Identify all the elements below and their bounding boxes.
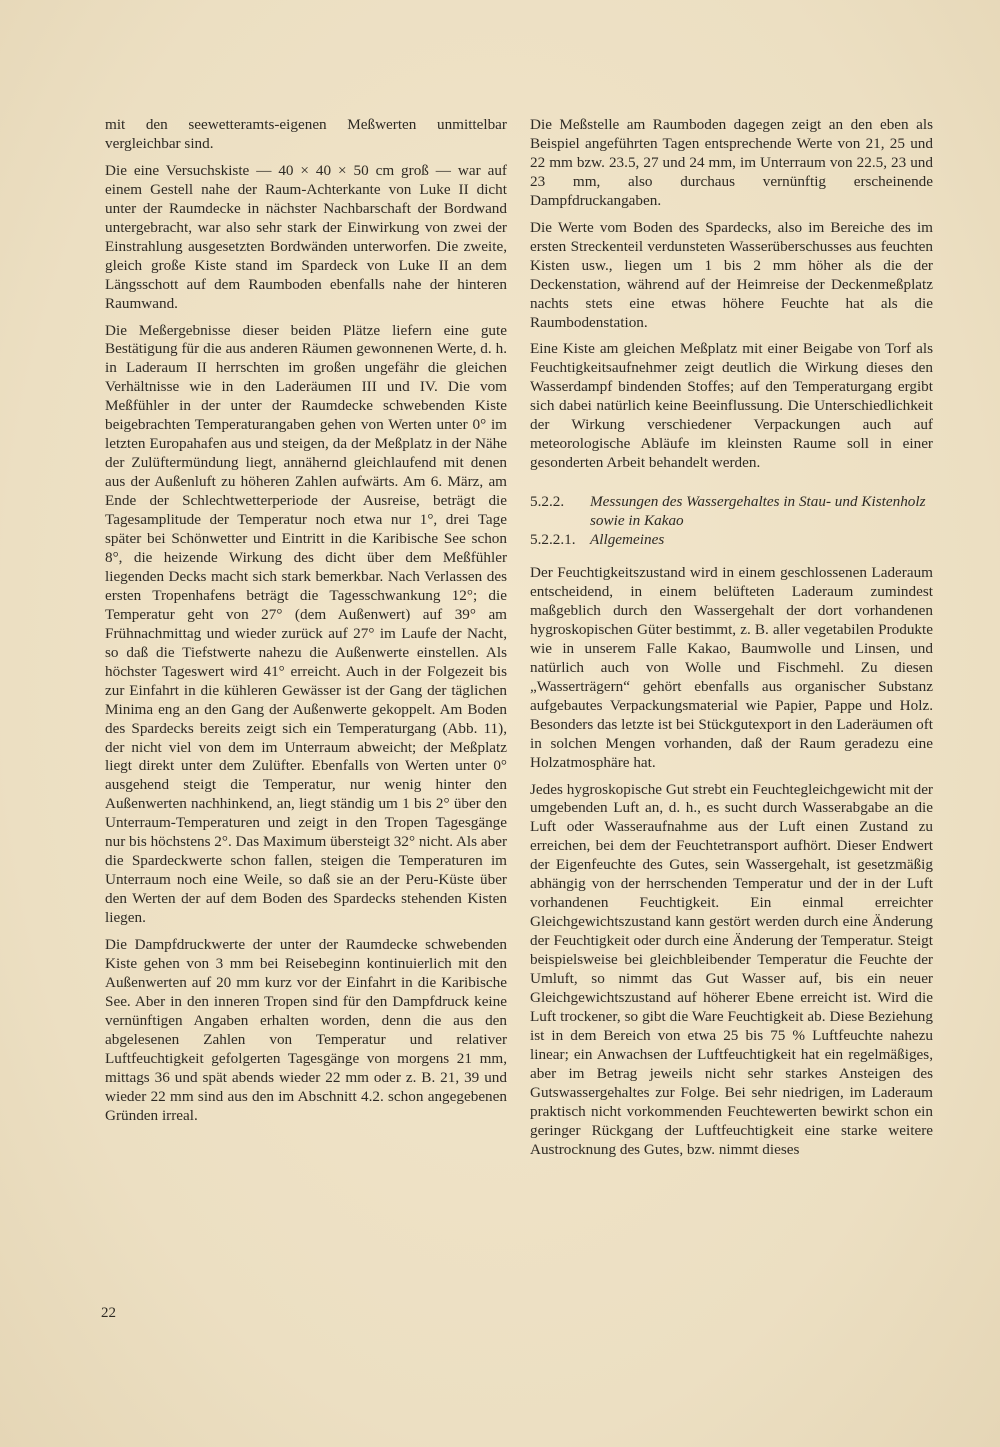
subsection-heading [530, 531, 933, 550]
paragraph: Die Werte vom Boden des Spardecks, also im Bereiche des im ersten Streckenteil verdunsteten Wasserüberschusses aus feuchten Kisten usw., liegen um 1 bis 2 mm höher als die der Deckenstation, während auf der Heimreise der Deckenmeßplatz nachts stets eine etwas höhere Feuchte hat als die Raumbodenstation. [530, 218, 933, 331]
section-title: Messungen des Wassergehaltes in Stau- und Kistenholz sowie in Kakao [590, 493, 926, 530]
paragraph: Die Meßergebnisse dieser beiden Plätze liefern eine gute Bestätigung für die aus anderen Räumen gewonnenen Werte, d. h. in Laderaum II herrschten im großen ungefähr die gleichen Verhältnisse wie in den Laderäumen III und IV. Die vom Meßfühler in der unter der Raumdecke schwebenden Kiste beigebrachten Temperaturangaben gehen von Werten unter 0° im letzten Europahafen aus und steigen, da der Meßplatz in der Nähe der Zulüftermündung liegt, annähernd gleichlaufend mit denen aus der Außenluft zu höheren Zahlen aufwärts. Am 6. März, am Ende der Schlechtwetterperiode der Ausreise, beträgt die Tagesamplitude der Temperatur noch etwa nur 1°, drei Tage später bei Schönwetter und Eintritt in die Karibische See schon 8°, die heizende Wirkung des dicht über dem Meßfühler liegenden Decks macht sich stark bemerkbar. Nach Verlassen des ersten Tropenhafens beträgt die Tagesschwankung 12°; die Temperatur geht von 27° (dem Außenwert) auf 39° am Frühnachmittag und wieder zurück auf 27° im Laufe der Nacht, so daß die Tiefstwerte nahezu die Außenwerte einstellen. Als höchster Tageswert wird 41° erreicht. Auch in der Folgezeit bis zur Einfahrt in die kühleren Gewässer ist der Gang der täglichen Minima eng an den Gang der Außenwerte gekoppelt. Am Boden des Spardecks bereits zeigt sich ein Temperaturgang (Abb. 11), der nicht viel von dem im Unterraum abweicht; der Meßplatz liegt direkt unter dem Zulüfter. Ebenfalls von Werten unter 0° ausgehend steigt die Temperatur, nur wenig hinter den Außenwerten nachhinkend, an, liegt ständig um 1 bis 2° über den Unterraum-Temperaturen und zeigt in den Tropen Tagesgänge nur bis höchstens 2°. Das Maximum übersteigt 32° nicht. Als aber die Spardeckwerte schon fallen, steigen die Temperaturen im Unterraum noch eine Weile, so daß sie an der Peru-Küste über den Werten der auf dem Boden des Spardecks stehenden Kisten liegen. [105, 321, 507, 927]
section-heading [530, 493, 933, 531]
page-number: 22 [101, 1305, 116, 1321]
paragraph: Die eine Versuchskiste — 40 × 40 × 50 cm groß — war auf einem Gestell nahe der Raum-Achterkante von Luke II dicht unter der Raumdecke in nächster Nachbarschaft der Bordwand untergebracht, war also sehr stark der Einwirkung von zwei der Einstrahlung ausgesetzten Bordwänden unterworfen. Die zweite, gleich große Kiste stand im Spardeck von Luke II an dem Längsschott auf dem Raumboden ebenfalls nahe der hinteren Raumwand. [105, 161, 507, 312]
subsection-number: 5.2.2.1. [530, 531, 576, 549]
paragraph: Die Meßstelle am Raumboden dagegen zeigt an den eben als Beispiel angeführten Tagen entsprechende Werte von 21, 25 und 22 mm bzw. 23.5, 27 und 24 mm, im Unterraum von 22.5, 23 und 23 mm, also durchaus vernünftig erscheinende Dampfdruckangaben. [530, 116, 933, 209]
paragraph: Der Feuchtigkeitszustand wird in einem geschlossenen Laderaum entscheidend, in einem belüfteten Laderaum zumindest maßgeblich durch den Wassergehalt der dort vorhandenen hygroskopischen Güter bestimmt, z. B. aller vegetabilen Produkte wie in unserem Falle Kakao, Baumwolle und Linsen, und natürlich auch von Wolle und Fischmehl. Zu diesen „Wasserträgern“ gehört ebenfalls aus organischer Substanz aufgebautes Verpackungsmaterial wie Papier, Pappe und Holz. Besonders das letzte ist bei Stückgutexport in den Laderäumen oft in solchen Mengen vorhanden, daß der Raum geradezu eine Holzatmosphäre hat. [530, 564, 933, 771]
section-headings [530, 493, 933, 550]
paragraph: Jedes hygroskopische Gut strebt ein Feuchtegleichgewicht mit der umgebenden Luft an, d. h., es sucht durch Wasserabgabe an die Luft oder Wasseraufnahme aus der Luft einen Zustand zu erreichen, bei dem der Feuchtetransport aufhört. Dieser Endwert der Eigenfeuchte des Gutes, sein Wassergehalt, ist gesetzmäßig abhängig von der herrschenden Temperatur und der in der Luft vorhandenen Feuchtigkeit. Ein einmal erreichter Gleichgewichtszustand kann gestört werden durch eine Änderung der Feuchtigkeit oder durch eine Änderung der Temperatur. Steigt beispielsweise bei gleichbleibender Temperatur die Feuchte der Umluft, so nimmt das Gut Wasser auf, bis ein neuer Gleichgewichtszustand auf höherer Ebene erreicht ist. Wird die Luft trockener, so gibt die Ware Feuchtigkeit ab. Diese Beziehung ist in dem Bereich von etwa 25 bis 75 % Luftfeuchte nahezu linear; ein Anwachsen der Luftfeuchtigkeit hat ein regelmäßiges, aber im Betrag jeweils nicht sehr starkes Ansteigen des Gutswassergehaltes zur Folge. Bei sehr niedrigen, im Laderaum praktisch nicht vorkommenden Feuchtewerten bewirkt schon ein geringer Rückgang der Luftfeuchtigkeit eine starke weitere Austrocknung des Gutes, bzw. nimmt dieses [530, 780, 933, 1158]
subsection-title: Allgemeines [590, 531, 665, 549]
right-column [530, 116, 933, 1168]
paragraph: Eine Kiste am gleichen Meßplatz mit einer Beigabe von Torf als Feuchtigkeitsaufnehmer zeigt deutlich die Wirkung dieses den Wasserdampf bindenden Stoffes; auf den Temperaturgang ergibt sich dabei natürlich keine Beeinflussung. Die Unterschiedlichkeit der Wirkung verschiedener Verpackungen auch auf meteorologische Abläufe im kleinsten Raume soll in einer gesonderten Arbeit behandelt werden. [530, 340, 933, 472]
paragraph: Die Dampfdruckwerte der unter der Raumdecke schwebenden Kiste gehen von 3 mm bei Reisebeginn kontinuierlich mit den Außenwerten auf 20 mm kurz vor der Einfahrt in die Karibische See. Aber in den inneren Tropen sind für den Dampfdruck keine vernünftigen Angaben erhalten worden, denn die aus den abgelesenen Zahlen von Temperatur und relativer Luftfeuchtigkeit gefolgerten Tagesgänge von morgens 21 mm, mittags 36 und spät abends wieder 22 mm oder z. B. 21, 39 und wieder 22 mm sind aus den im Abschnitt 4.2. schon angegebenen Gründen irreal. [105, 936, 507, 1124]
section-number: 5.2.2. [530, 493, 565, 511]
left-column [105, 116, 507, 1134]
paragraph: mit den seewetteramts-eigenen Meßwerten unmittelbar vergleichbar sind. [105, 116, 507, 152]
